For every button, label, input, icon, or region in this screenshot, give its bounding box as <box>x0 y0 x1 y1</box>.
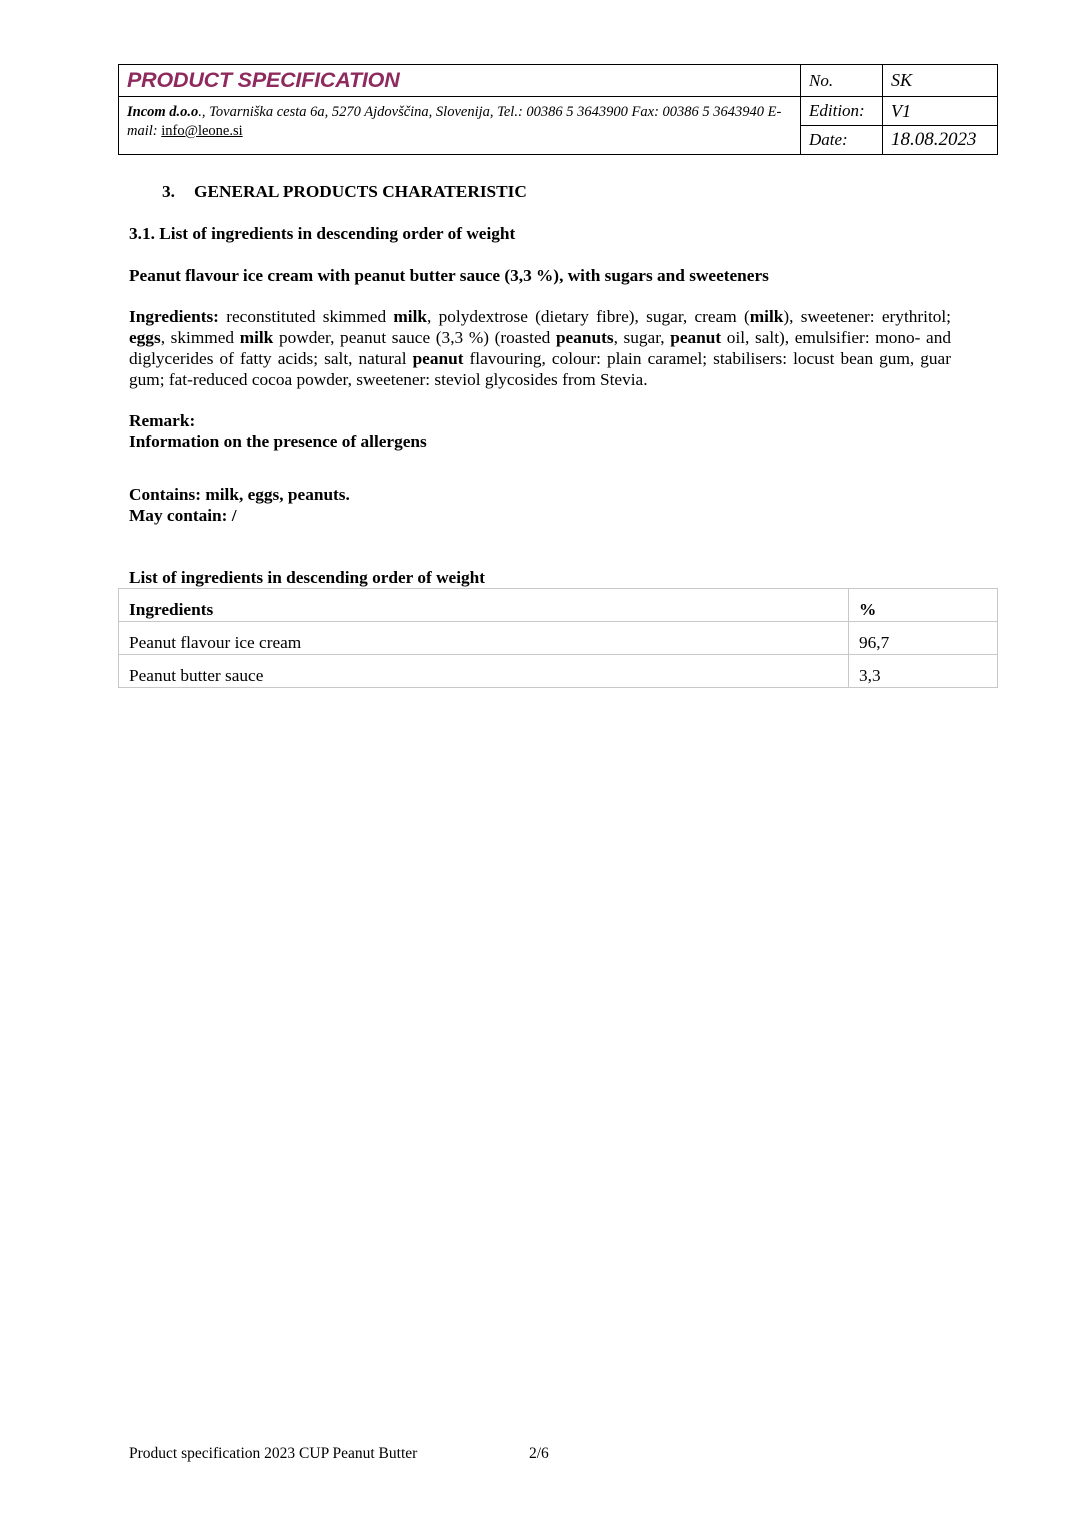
ingredients-text: powder, peanut sauce (3,3 %) (roasted <box>273 328 556 347</box>
ingredients-table <box>118 588 998 688</box>
section-number: 3. <box>162 182 175 201</box>
allergen-highlight: peanut <box>670 328 722 347</box>
number-label: No. <box>801 65 883 97</box>
table-row <box>119 622 998 655</box>
ingredients-text: ), sweetener: erythritol; <box>783 307 951 326</box>
allergen-highlight: peanuts <box>555 328 614 347</box>
remark-label: Remark: <box>129 411 196 430</box>
company-address: ., Tovarniška cesta 6a, 5270 Ajdovščina, Slovenija, Tel.: 00386 5 3643900 Fax: 00386 5 3643940 E-mail: <box>127 104 782 139</box>
ingredient-name: Peanut butter sauce <box>119 655 849 688</box>
date-value: 18.08.2023 <box>883 126 998 155</box>
allergen-info-heading: Information on the presence of allergens <box>129 432 427 451</box>
allergen-highlight: peanut <box>412 349 464 368</box>
ingredients-text: , sugar, <box>613 328 671 347</box>
ingredients-text: , polydextrose (dietary fibre), sugar, cream ( <box>427 307 750 326</box>
ingredients-paragraph <box>129 306 951 390</box>
product-name: Peanut flavour ice cream with peanut butter sauce (3,3 %), with sugars and sweeteners <box>129 266 769 285</box>
contains-statement: Contains: milk, eggs, peanuts. <box>129 485 350 504</box>
doc-title: PRODUCT SPECIFICATION <box>119 65 801 97</box>
footer-page-number: 2/6 <box>529 1445 549 1462</box>
ingredients-text: , skimmed <box>160 328 240 347</box>
table-header-row <box>119 589 998 622</box>
allergen-highlight: milk <box>749 307 784 326</box>
table-row <box>119 655 998 688</box>
allergen-highlight: milk <box>239 328 274 347</box>
ingredient-name: Peanut flavour ice cream <box>119 622 849 655</box>
allergen-highlight: eggs <box>129 328 161 347</box>
table-caption: List of ingredients in descending order of weight <box>129 568 486 587</box>
ingredients-text: flavouring, colour: plain caramel; stabilisers: locust bean gum, guar gum; fat-reduced cocoa powder, sweetener: steviol glycosides from Stevia. <box>129 349 951 389</box>
ingredient-percent: 3,3 <box>849 655 998 688</box>
company-email-link[interactable]: info@leone.si <box>161 123 243 139</box>
ingredients-text: reconstituted skimmed <box>218 307 394 326</box>
ingredients-label: Ingredients: <box>129 307 219 326</box>
allergen-highlight: milk <box>393 307 428 326</box>
date-label: Date: <box>801 126 883 155</box>
edition-value: V1 <box>883 97 998 126</box>
ingredients-text: oil, salt), emulsifier: mono- and diglycerides of fatty acids; salt, natural <box>129 328 951 368</box>
subsection-heading: 3.1. List of ingredients in descending order of weight <box>129 224 516 243</box>
company-name: Incom d.o.o <box>127 104 199 120</box>
spec-header-table <box>118 64 998 155</box>
ingredient-percent: 96,7 <box>849 622 998 655</box>
section-title: GENERAL PRODUCTS CHARATERISTIC <box>194 182 527 201</box>
section-heading <box>162 181 527 202</box>
company-info <box>119 97 801 155</box>
column-header-ingredients: Ingredients <box>119 589 849 622</box>
number-value: SK <box>883 65 998 97</box>
column-header-percent: % <box>849 589 998 622</box>
footer-doc-title: Product specification 2023 CUP Peanut Butter <box>129 1445 418 1462</box>
may-contain-statement: May contain: / <box>129 506 237 525</box>
edition-label: Edition: <box>801 97 883 126</box>
